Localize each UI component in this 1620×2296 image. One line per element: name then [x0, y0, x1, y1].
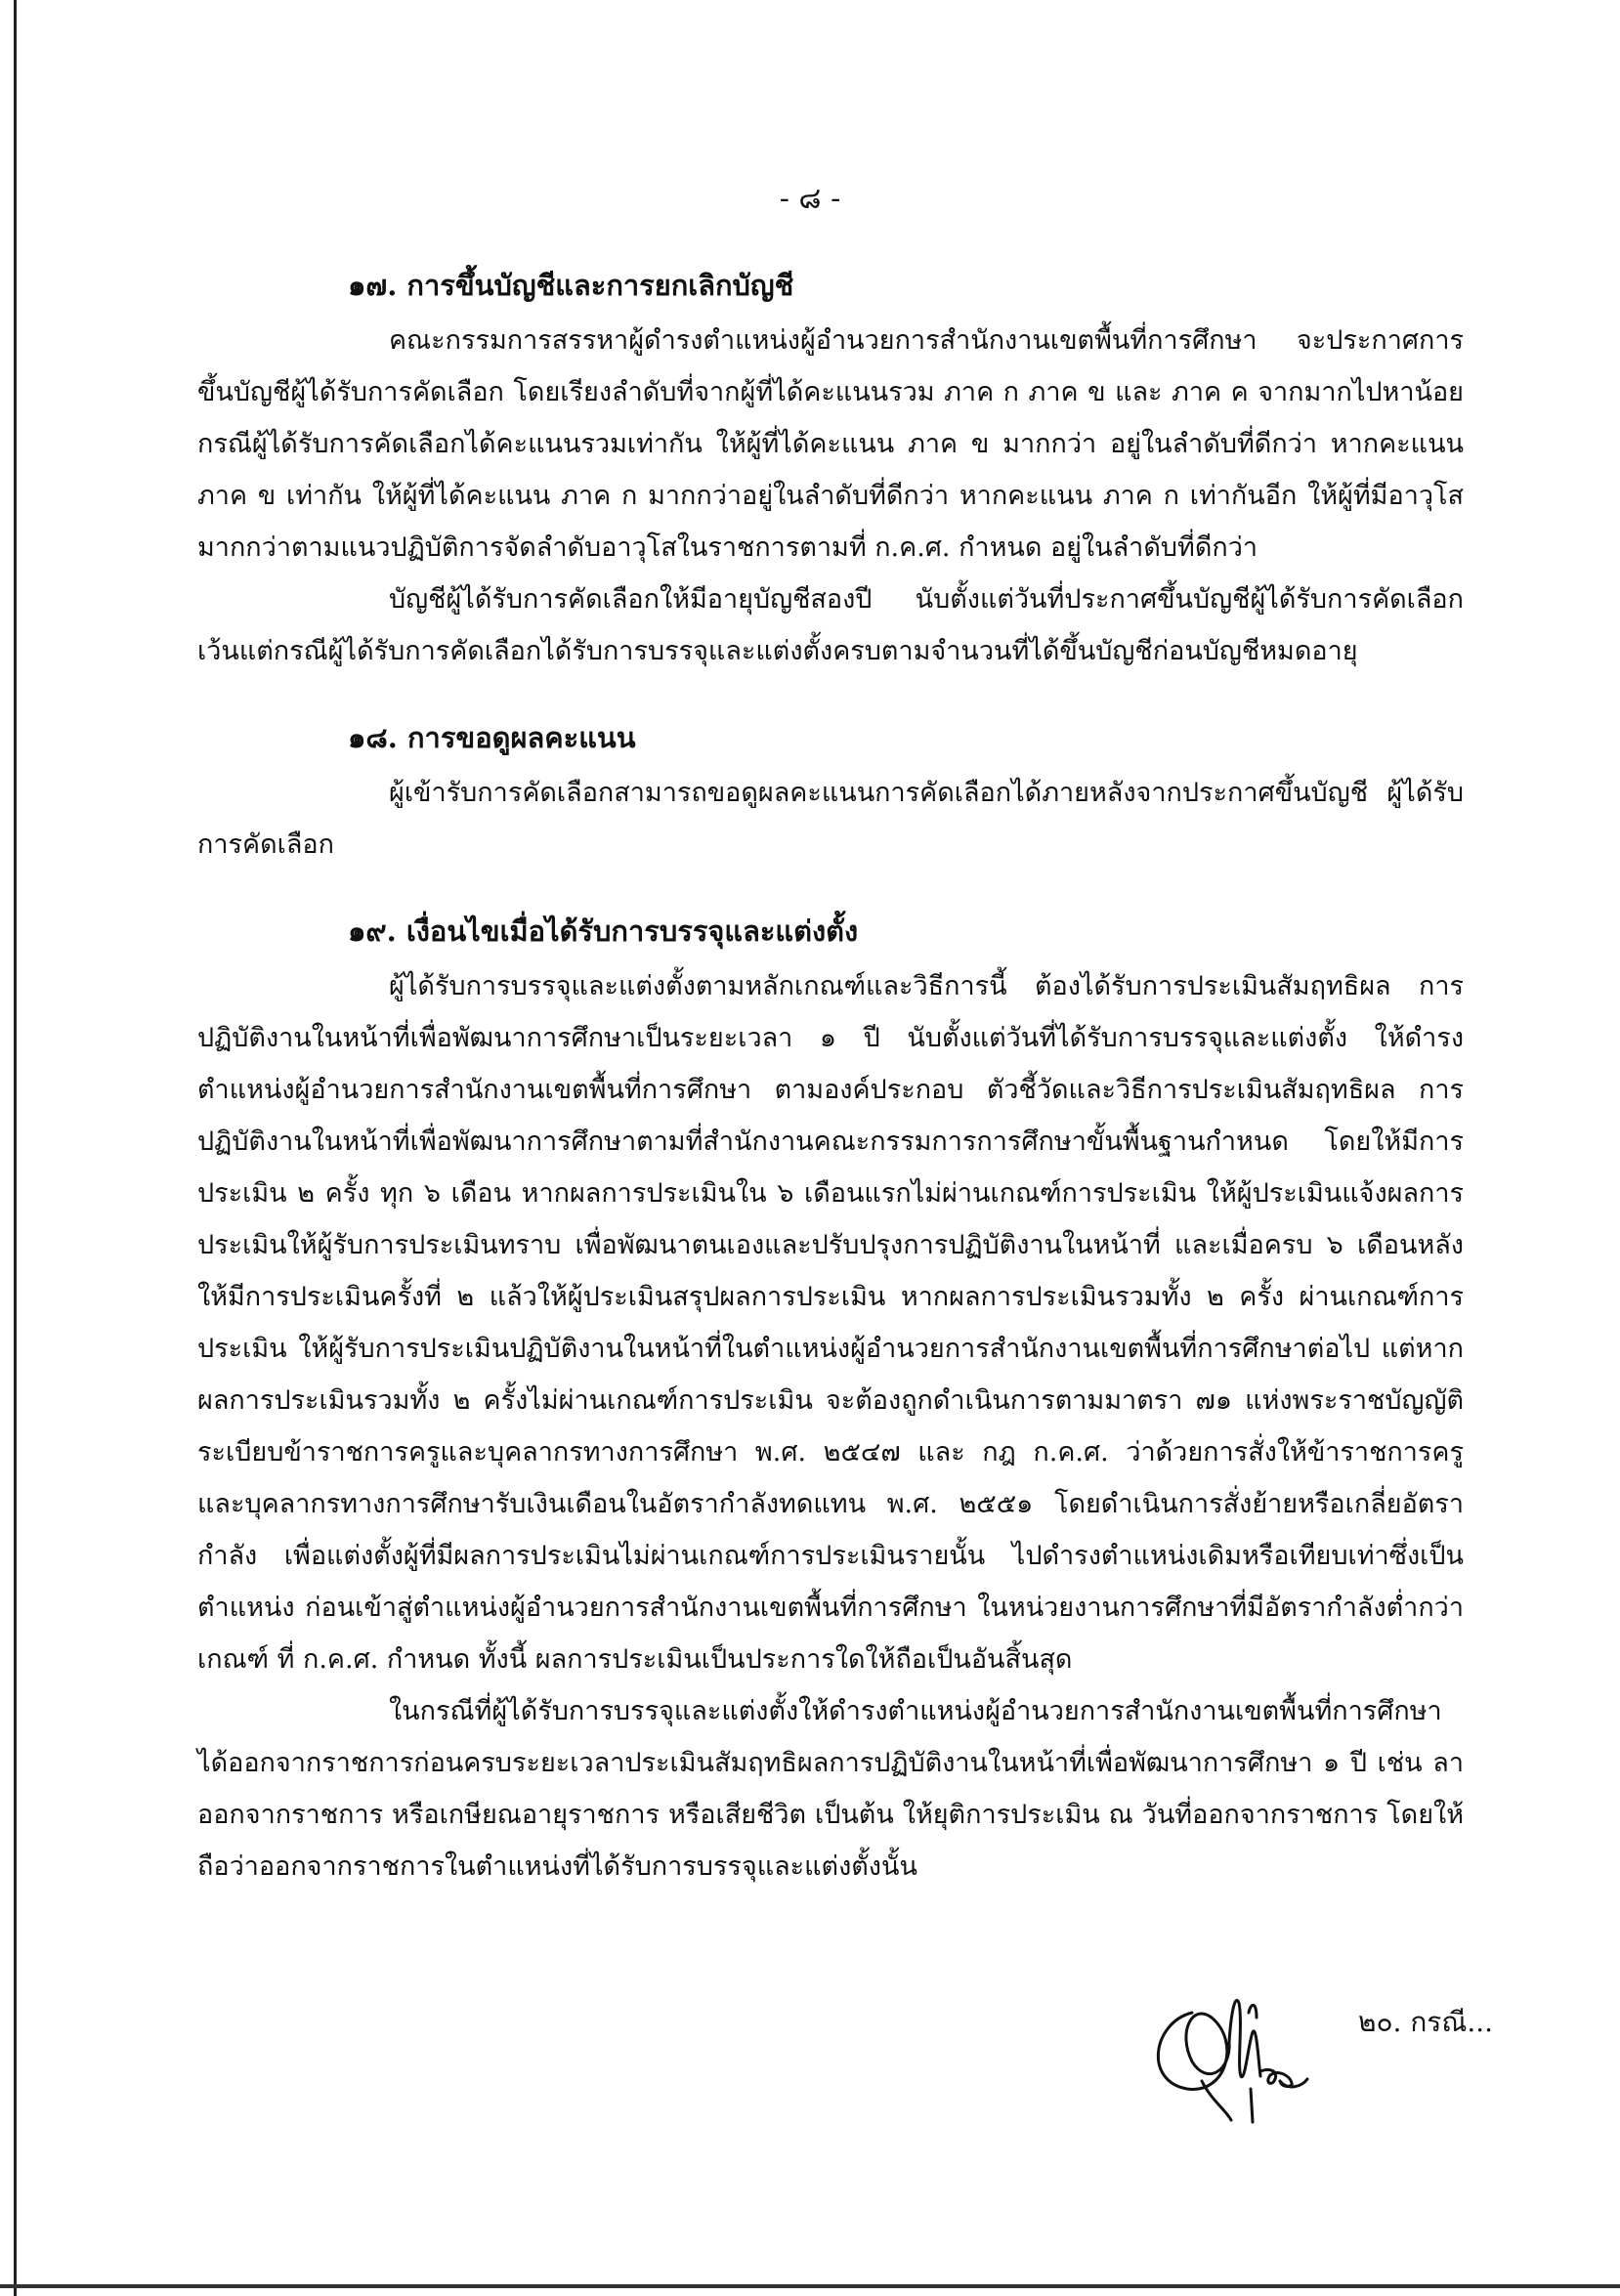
- page-footer: [1133, 1974, 1505, 2130]
- scan-edge-bottom: [0, 2284, 1620, 2288]
- paragraph: ในกรณีที่ผู้ได้รับการบรรจุและแต่งตั้งให้ดำรงตำแหน่งผู้อำนวยการสำนักงานเขตพื้นที่การศึกษา ได้ออกจากราชการก่อนครบระยะเวลาประเมินสัมฤทธิผลการปฏิบัติงานในหน้าที่เพื่อพัฒนาการศึกษา ๑ ปี เช่น ลาออกจากราชการ หรือเกษียณอายุราชการ หรือเสียชีวิต เป็นต้น ให้ยุติการประเมิน ณ วันที่ออกจากราชการ โดยให้ถือว่าออกจากราชการในตำแหน่งที่ได้รับการบรรจุและแต่งตั้งนั้น: [197, 1696, 1464, 1882]
- handwritten-signature: [1133, 1974, 1319, 2130]
- section-heading: ๑๙. เงื่อนไขเมื่อได้รับการบรรจุและแต่งตั้ง: [348, 914, 859, 948]
- paragraph: บัญชีผู้ได้รับการคัดเลือกให้มีอายุบัญชีสองปี นับตั้งแต่วันที่ประกาศขึ้นบัญชีผู้ได้รับการคัดเลือก เว้นแต่กรณีผู้ได้รับการคัดเลือกได้รับการบรรจุและแต่งตั้งครบตามจำนวนที่ได้ขึ้นบัญชีก่อนบัญชีหมดอายุ: [197, 584, 1464, 666]
- section-heading: ๑๗. การขึ้นบัญชีและการยกเลิกบัญชี: [348, 269, 794, 302]
- document-body: [197, 266, 1464, 1934]
- section-heading: ๑๘. การขอดูผลคะแนน: [348, 721, 636, 754]
- section-17: [197, 266, 1464, 677]
- paragraph: ผู้เข้ารับการคัดเลือกสามารถขอดูผลคะแนนการคัดเลือกได้ภายหลังจากประกาศขึ้นบัญชี ผู้ได้รับการคัดเลือก: [197, 778, 1464, 860]
- page-number: - ๘ -: [779, 182, 841, 216]
- paragraph: คณะกรรมการสรรหาผู้ดำรงตำแหน่งผู้อำนวยการสำนักงานเขตพื้นที่การศึกษา จะประกาศการขึ้นบัญชีผู้ได้รับการคัดเลือก โดยเรียงลำดับที่จากผู้ที่ได้คะแนนรวม ภาค ก ภาค ข และ ภาค ค จากมากไปหาน้อย กรณีผู้ได้รับการคัดเลือกได้คะแนนรวมเท่ากัน ให้ผู้ที่ได้คะแนน ภาค ข มากกว่า อยู่ในลำดับที่ดีกว่า หากคะแนน ภาค ข เท่ากัน ให้ผู้ที่ได้คะแนน ภาค ก มากกว่าอยู่ในลำดับที่ดีกว่า หากคะแนน ภาค ก เท่ากันอีก ให้ผู้ที่มีอาวุโสมากกว่าตามแนวปฏิบัติการจัดลำดับอาวุโสในราชการตามที่ ก.ค.ศ. กำหนด อยู่ในลำดับที่ดีกว่า: [197, 325, 1464, 563]
- continuation-note: ๒๐. กรณี...: [1358, 2006, 1494, 2038]
- section-18: [197, 718, 1464, 871]
- scan-edge-left: [14, 0, 17, 2296]
- section-19: [197, 912, 1464, 1892]
- paragraph: ผู้ได้รับการบรรจุและแต่งตั้งตามหลักเกณฑ์และวิธีการนี้ ต้องได้รับการประเมินสัมฤทธิผล การปฏิบัติงานในหน้าที่เพื่อพัฒนาการศึกษาเป็นระยะเวลา ๑ ปี นับตั้งแต่วันที่ได้รับการบรรจุและแต่งตั้ง ให้ดำรงตำแหน่งผู้อำนวยการสำนักงานเขตพื้นที่การศึกษา ตามองค์ประกอบ ตัวชี้วัดและวิธีการประเมินสัมฤทธิผล การปฏิบัติงานในหน้าที่เพื่อพัฒนาการศึกษาตามที่สำนักงานคณะกรรมการการศึกษาขั้นพื้นฐานกำหนด โดยให้มีการประเมิน ๒ ครั้ง ทุก ๖ เดือน หากผลการประเมินใน ๖ เดือนแรกไม่ผ่านเกณฑ์การประเมิน ให้ผู้ประเมินแจ้งผลการประเมินให้ผู้รับการประเมินทราบ เพื่อพัฒนาตนเองและปรับปรุงการปฏิบัติงานในหน้าที่ และเมื่อครบ ๖ เดือนหลัง ให้มีการประเมินครั้งที่ ๒ แล้วให้ผู้ประเมินสรุปผลการประเมิน หากผลการประเมินรวมทั้ง ๒ ครั้ง ผ่านเกณฑ์การประเมิน ให้ผู้รับการประเมินปฏิบัติงานในหน้าที่ในตำแหน่งผู้อำนวยการสำนักงานเขตพื้นที่การศึกษาต่อไป แต่หากผลการประเมินรวมทั้ง ๒ ครั้งไม่ผ่านเกณฑ์การประเมิน จะต้องถูกดำเนินการตามมาตรา ๗๑ แห่งพระราชบัญญัติระเบียบข้าราชการครูและบุคลากรทางการศึกษา พ.ศ. ๒๕๔๗ และ กฎ ก.ค.ศ. ว่าด้วยการสั่งให้ข้าราชการครู และบุคลากรทางการศึกษารับเงินเดือนในอัตรากำลังทดแทน พ.ศ. ๒๕๕๑ โดยดำเนินการสั่งย้ายหรือเกลี่ยอัตรากำลัง เพื่อแต่งตั้งผู้ที่มีผลการประเมินไม่ผ่านเกณฑ์การประเมินรายนั้น ไปดำรงตำแหน่งเดิมหรือเทียบเท่าซึ่งเป็นตำแหน่ง ก่อนเข้าสู่ตำแหน่งผู้อำนวยการสำนักงานเขตพื้นที่การศึกษา ในหน่วยงานการศึกษาที่มีอัตรากำลังต่ำกว่าเกณฑ์ ที่ ก.ค.ศ. กำหนด ทั้งนี้ ผลการประเมินเป็นประการใดให้ถือเป็นอันสิ้นสุด: [197, 971, 1464, 1675]
